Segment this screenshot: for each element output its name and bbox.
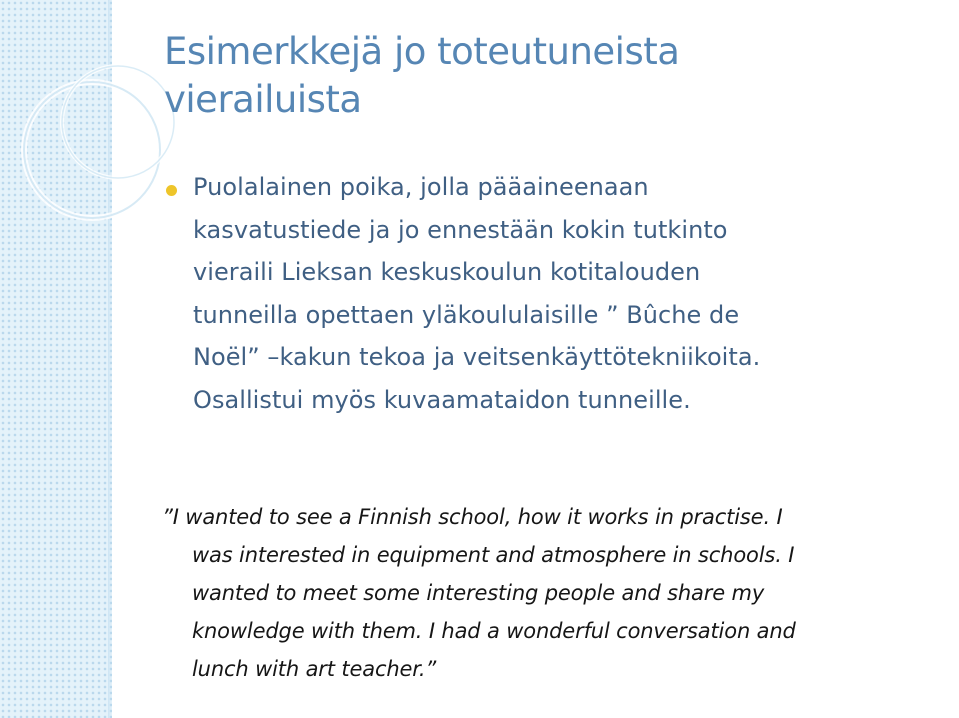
quote-line: knowledge with them. I had a wonderful conversation and — [192, 619, 796, 643]
bullet-line: Osallistui myös kuvaamataidon tunneille. — [193, 385, 691, 414]
quote-paragraph — [162, 498, 922, 688]
slide-title-line: Esimerkkejä jo toteutuneista — [164, 30, 680, 73]
quote-line: was interested in equipment and atmosphere in schools. I — [192, 543, 795, 567]
side-strip-edge — [108, 0, 112, 718]
slide-title-line: vierailuista — [164, 78, 362, 121]
bullet-line: tunneilla opettaen yläkoululaisille ” Bûche de — [193, 300, 740, 329]
bullet-line: kasvatustiede ja jo ennestään kokin tutkinto — [193, 215, 728, 244]
bullet-line: Noël” –kakun tekoa ja veitsenkäyttötekniikoita. — [193, 343, 761, 371]
bullet-line: Puolalainen poika, jolla pääaineenaan — [193, 173, 649, 201]
bullet-line: vieraili Lieksan keskuskoulun kotitalouden — [193, 258, 701, 286]
side-decoration-strip — [0, 0, 112, 718]
bullet-dot-icon — [166, 185, 177, 196]
quote-line: lunch with art teacher.” — [192, 657, 437, 681]
quote-line: ”I wanted to see a Finnish school, how it works in practise. I — [162, 505, 783, 529]
quote-line: wanted to meet some interesting people and share my — [192, 581, 765, 605]
bullet-paragraph — [193, 166, 913, 421]
slide-title — [164, 28, 864, 124]
